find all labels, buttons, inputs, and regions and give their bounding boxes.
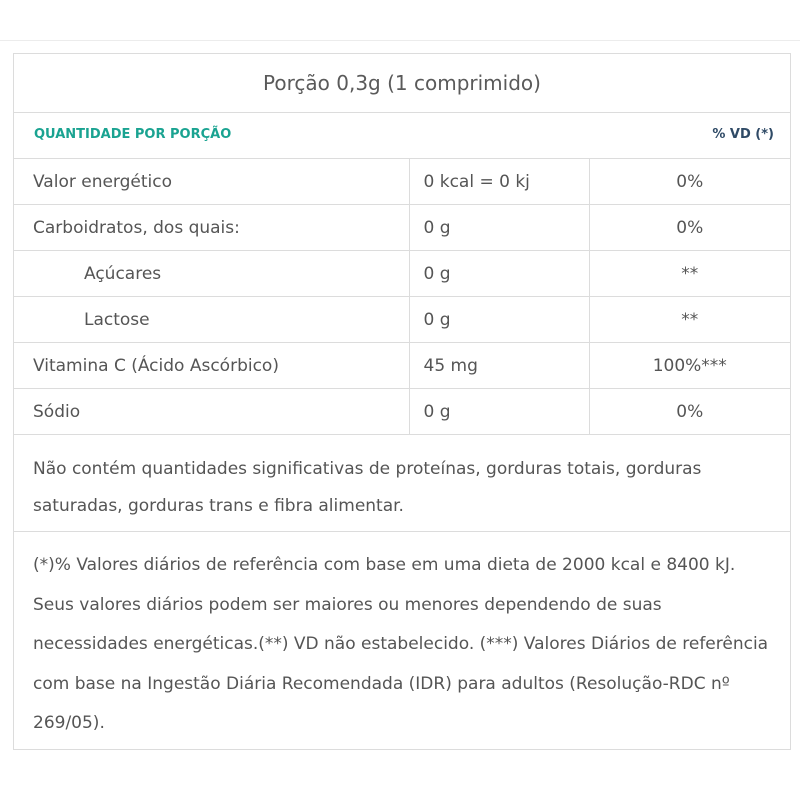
nutrient-name: Lactose — [14, 297, 409, 343]
nutrient-amount: 0 g — [409, 389, 589, 435]
nutrient-name: Vitamina C (Ácido Ascórbico) — [14, 343, 409, 389]
table-row — [14, 297, 790, 343]
nutrient-daily-value: 0% — [589, 159, 790, 205]
nutrient-daily-value: ** — [589, 297, 790, 343]
top-divider — [0, 40, 800, 41]
nutrient-daily-value: ** — [589, 251, 790, 297]
nutrient-amount: 45 mg — [409, 343, 589, 389]
nutrient-name: Carboidratos, dos quais: — [14, 205, 409, 251]
table-row — [14, 343, 790, 389]
daily-value-label: % VD (*) — [712, 127, 774, 142]
nutrition-table — [14, 159, 790, 435]
serving-size: Porção 0,3g (1 comprimido) — [14, 54, 790, 113]
nutrient-amount: 0 g — [409, 205, 589, 251]
insignificant-nutrients-note: Não contém quantidades significativas de proteínas, gorduras totais, gorduras saturadas, gorduras trans e fibra alimentar. — [14, 435, 790, 532]
nutrient-name: Valor energético — [14, 159, 409, 205]
table-row — [14, 251, 790, 297]
nutrient-daily-value: 0% — [589, 205, 790, 251]
table-row — [14, 205, 790, 251]
table-header — [14, 113, 790, 159]
nutrient-name: Sódio — [14, 389, 409, 435]
nutrient-name: Açúcares — [14, 251, 409, 297]
nutrient-amount: 0 kcal = 0 kj — [409, 159, 589, 205]
nutrition-facts-panel — [13, 53, 791, 750]
daily-values-footnote: (*)% Valores diários de referência com base em uma dieta de 2000 kcal e 8400 kJ. Seus valores diários podem ser maiores ou menores dependendo de suas necessidades energéticas.(**) VD não estabelecido. (***) Valores Diários de referência com base na Ingestão Diária Recomendada (IDR) para adultos (Resolução-RDC nº 269/05). — [33, 555, 769, 733]
nutrient-amount: 0 g — [409, 251, 589, 297]
nutrient-daily-value: 0% — [589, 389, 790, 435]
quantity-per-serving-label: QUANTIDADE POR PORÇÃO — [34, 127, 232, 142]
nutrient-daily-value: 100%*** — [589, 343, 790, 389]
table-row — [14, 389, 790, 435]
nutrient-amount: 0 g — [409, 297, 589, 343]
table-row — [14, 159, 790, 205]
